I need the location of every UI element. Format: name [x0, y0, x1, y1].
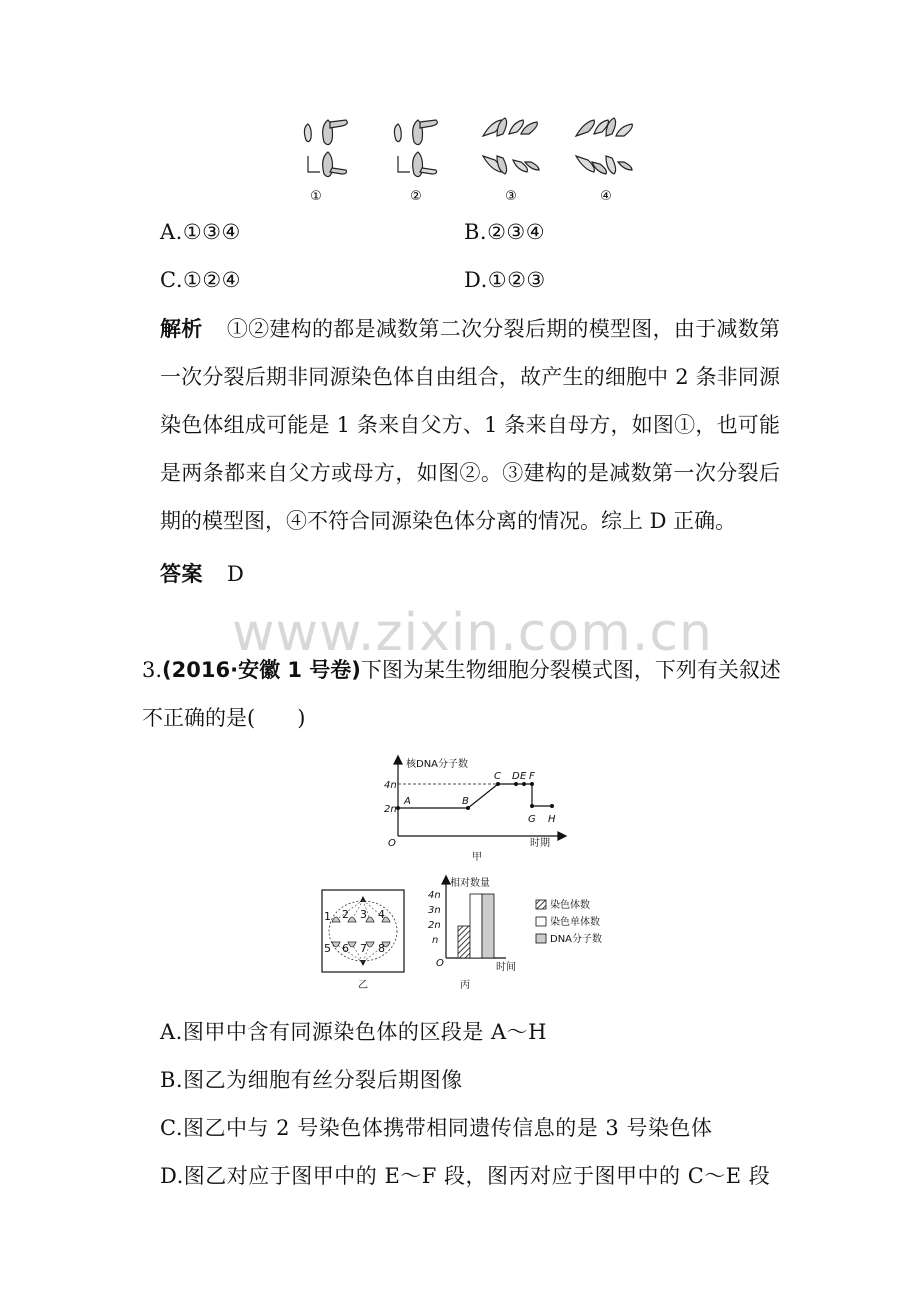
point-e [522, 782, 526, 786]
legend-chromosome: 染色体数 [550, 900, 590, 911]
yi-num-8: 8 [378, 942, 385, 955]
bar-dna [482, 894, 494, 958]
analysis-label: 解析 [160, 317, 203, 341]
bing-ylabel: 相对数量 [450, 878, 490, 889]
model-label-2: ② [410, 189, 422, 204]
model-2 [394, 120, 437, 177]
yi-num-5: 5 [324, 942, 331, 955]
yi-caption: 乙 [358, 980, 368, 991]
q3-stem [142, 646, 782, 742]
jia-label-h: H [548, 814, 556, 825]
q3-option-a: A.图甲中含有同源染色体的区段是 A～H [160, 1020, 547, 1044]
model-label-3: ③ [505, 189, 517, 204]
model-3 [483, 118, 539, 174]
q3-option-c: C.图乙中与 2 号染色体携带相同遗传信息的是 3 号染色体 [160, 1116, 713, 1140]
yi-num-1: 1 [324, 910, 331, 923]
jia-label-a: A [404, 796, 411, 807]
point-f [530, 782, 534, 786]
bing-ytick-4n: 4n [428, 890, 441, 901]
answer-value: D [227, 562, 245, 586]
bing-ytick-n: n [432, 935, 439, 946]
legend-swatch-chromatid [536, 917, 546, 926]
analysis-paragraph [160, 305, 780, 545]
yi-num-7: 7 [360, 942, 367, 955]
jia-label-c: C [494, 771, 501, 782]
q2-option-a: A.①③④ [160, 220, 241, 244]
legend-swatch-dna [536, 934, 546, 943]
point-d [514, 782, 518, 786]
jia-label-f: F [529, 771, 535, 782]
model-4 [576, 118, 632, 174]
jia-xlabel: 时期 [530, 838, 550, 849]
legend-swatch-chromosome [536, 900, 546, 909]
chart-jia [382, 752, 572, 864]
answer-line [160, 558, 244, 588]
bing-legend [536, 898, 602, 945]
watermark: www.zixin.com.cn [232, 603, 713, 663]
analysis-text: ①②建构的都是减数第二次分裂后期的模型图，由于减数第一次分裂后期非同源染色体自由组合，故产生的细胞中 2 条非同源染色体组成可能是 1 条来自父方、1 条来自母方，如图①，也可能是两条都来自父方或母方，如图②。③建构的是减数第一次分裂后期的模型图，④不符合同源染色体分离的情况。综上 D 正确。 [160, 317, 781, 533]
q3-option-d: D.图乙对应于图甲中的 E～F 段，图丙对应于图甲中的 C～E 段 [160, 1164, 771, 1188]
jia-label-d: D [512, 771, 520, 782]
bar-chromatid [470, 894, 482, 958]
q3-stem-text: 下图为某生物细胞分裂模式图，下列有关叙述不正确的是( ) [142, 658, 781, 730]
bing-ytick-3n: 3n [428, 905, 441, 916]
bing-caption: 丙 [460, 980, 470, 991]
chart-bing [424, 874, 624, 994]
point-h [550, 804, 554, 808]
jia-ylabel: 核DNA分子数 [406, 759, 469, 770]
jia-origin: O [388, 838, 396, 849]
model-1 [304, 120, 347, 177]
answer-label: 答案 [160, 562, 203, 586]
yi-num-2: 2 [342, 908, 349, 921]
jia-ytick-2n: 2n [384, 804, 397, 815]
jia-caption: 甲 [472, 852, 482, 863]
jia-label-e: E [520, 771, 527, 782]
legend-chromatid: 染色单体数 [550, 917, 600, 928]
jia-label-b: B [462, 796, 469, 807]
jia-ytick-4n: 4n [384, 780, 397, 791]
q2-option-b: B.②③④ [464, 220, 546, 244]
legend-dna: DNA分子数 [550, 934, 603, 945]
bing-origin: O [436, 958, 444, 969]
jia-label-g: G [528, 814, 536, 825]
model-label-4: ④ [600, 189, 612, 204]
bar-chromosome [458, 926, 470, 958]
model-label-1: ① [310, 189, 322, 204]
q3-source: (2016·安徽 1 号卷) [162, 658, 361, 682]
point-c [496, 782, 500, 786]
yi-num-4: 4 [378, 908, 385, 921]
q2-option-d: D.①②③ [464, 268, 546, 292]
bing-xlabel: 时间 [496, 962, 516, 973]
q3-number: 3. [142, 658, 163, 682]
point-g [530, 804, 534, 808]
yi-num-3: 3 [360, 908, 367, 921]
bing-ytick-2n: 2n [428, 920, 441, 931]
chromosome-model-figure [290, 112, 660, 207]
diagram-yi [318, 886, 410, 992]
q2-option-c: C.①②④ [160, 268, 241, 292]
yi-num-6: 6 [342, 942, 349, 955]
q3-option-b: B.图乙为细胞有丝分裂后期图像 [160, 1068, 463, 1092]
